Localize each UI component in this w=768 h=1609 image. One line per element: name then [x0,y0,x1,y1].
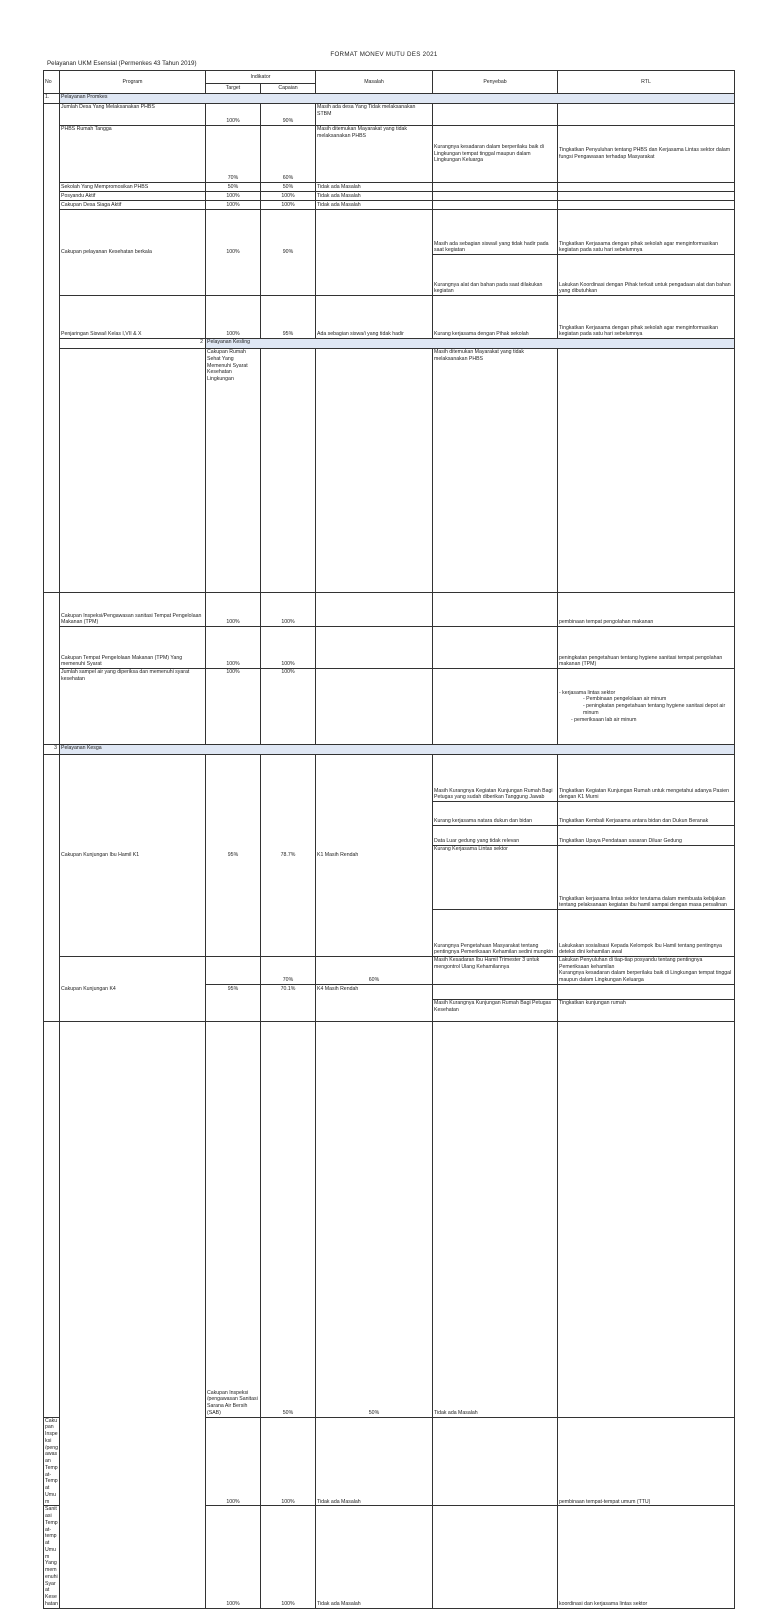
program-cell: Sekolah Yang Mempromosikan PHBS [60,183,206,192]
program-cell: Cakupan Kunjungan Ibu Hamil K1 [60,755,206,957]
program-cell: Jumlah sampel air yang diperiksa dan memenuhi syarat kesehatan [60,669,206,745]
penyebab-cell [558,984,735,1417]
penyebab-cell [433,1417,558,1506]
masalah-cell: Tidak ada Masalah [316,1417,433,1506]
rtl-cell [558,669,735,745]
masalah-cell: K4 Masih Rendah [316,957,433,1022]
masalah-cell: K1 Masih Rendah [316,755,433,957]
penyebab-cell: Kurangnya alat dan bahan pada saat dilakukan kegiatan [433,255,558,296]
penyebab-cell: Kurang kerjasama dengan Pihak sekolah [433,296,558,339]
masalah-cell: Masih ditemukan Mayarakat yang tidak melaksanakan PHBS [316,126,433,183]
header-masalah: Masalah [316,71,433,94]
masalah-cell: Masih ditemukan Mayarakat yang tidak melaksanakan PHBS [433,349,558,985]
capaian-cell: 95% [261,296,316,339]
program-cell: Cakupan Inspeksi /pengawasan Tempat-Tempat Umum [45,1417,58,1505]
target-cell: 100% [206,669,261,745]
table-row [44,296,735,339]
target-cell: 100% [206,201,261,210]
rtl-cell: Tingkatkan Kerjasama dengan pihak sekolah agar menginformasikan kegiatan pada satu hari sebelumnya [558,210,735,255]
header-no: No [44,71,60,94]
rtl-cell: Lakukakan sosialisasi Kepada Kelompok Ibu Hamil tentang pentingnya deteksi dini kehamilan awal [558,910,735,957]
masalah-cell [316,627,433,669]
program-cell: Cakupan Rumah Sehat Yang Memenuhi Syarat Kesehatan Lingkungan [206,349,261,985]
penyebab-cell: Masih Kurangnya Kegiatan Kunjungan Rumah Bagi Petugas yang sudah diberikan Tanggung Jawab [433,755,558,802]
target-cell: 50% [261,984,316,1417]
rtl-cell [558,104,735,126]
header-rtl: RTL [558,71,735,94]
target-cell: 100% [206,192,261,201]
section-row [44,339,735,349]
masalah-cell: Tidak ada Masalah [316,192,433,201]
rtl-cell: Tingkatkan Penyuluhan tentang PHBS dan Kerjasama Lintas sektor dalam fungsi Pengawasan terhadap Masyarakat [558,126,735,183]
section-number: 2 [60,339,206,349]
rtl-cell [558,201,735,210]
capaian-cell: 100% [261,192,316,201]
rtl-list-item: - peningkatan pengetahuan tentang hygiene sanitasi depot air minum [583,703,726,716]
rtl-cell: Tingkatkan Kegiatan Kunjungan Rumah untuk mengetahui adanya Pasien dengan K1 Murni [558,755,735,802]
penyebab-cell: Masih Kurangnya Kunjungan Rumah Bagi Petugas Kesehatan [433,1000,558,1022]
capaian-cell: 70.1% [261,957,316,1022]
header-capaian: Capaian [261,84,316,94]
table-row [44,957,735,1000]
rtl-cell: Tingkatkan kunjungan rumah [558,1000,735,1022]
penyebab-cell [433,1506,558,1608]
rtl-cell: Lakukan Koordinasi dengan Pihak terkait untuk pengadaan alat dan bahan yang dibutuhkan [558,255,735,296]
masalah-cell [316,669,433,745]
header-program: Program [60,71,206,94]
masalah-cell: Masih ada desa Yang Tidak melaksanakan STBM [316,104,433,126]
program-cell: Cakupan Inspeksi /pengawasan Sanitasi Sarana Air Bersih (SAB) [206,984,261,1417]
rtl-list-item: - pemeriksaan lab air minum [571,716,637,723]
penyebab-cell: Kurangnya kesadaran dalam berperilaku baik di Lingkungan tempat tinggal maupun dalam Lingkungan Keluarga [558,349,735,985]
program-cell: Sanitasi Tempat-tempat Umum Yang memenuhi Syarat Kesehatan [45,1506,58,1607]
penyebab-cell: Kurangnya Pengetahuan Masyarakat tentang pentingnya Pemeriksaan Kehamilan sedini mungkin [433,910,558,957]
penyebab-cell: Data Luar gedung yang tidak relevan [433,826,558,846]
target-cell: 100% [206,210,261,296]
target-cell: 100% [206,1417,261,1506]
capaian-cell: 50% [316,984,433,1417]
capaian-cell: 100% [261,669,316,745]
rtl-cell: Tingkatkan Kembali Kerjasama antara bidan dan Dukun Beranak [558,802,735,826]
penyebab-cell [433,104,558,126]
penyebab-cell [433,593,558,627]
capaian-cell: 90% [261,210,316,296]
program-cell: Posyandu Aktif [60,192,206,201]
table-row [44,201,735,210]
rtl-cell [558,192,735,201]
rtl-cell: Tingkatkan Upaya Pendataan sasaran Diluar Gedung [558,826,735,846]
target-cell: 100% [206,104,261,126]
program-cell: Cakupan Kunjungan K4 [60,957,206,1022]
section-label: Pelayanan Kesga [60,745,735,755]
rtl-cell: pembinaan tempat pengolahan makanan [558,593,735,627]
target-cell: 100% [206,627,261,669]
capaian-cell: 60% [261,126,316,183]
rtl-cell: koordinasi dan kerjasama lintas sektor [558,1506,735,1608]
program-cell: Penjaringan Siswa/i Kelas I,VII & X [60,296,206,339]
capaian-cell: 100% [261,201,316,210]
penyebab-cell: Kurang kerjasama natara dukun dan bidan [433,802,558,826]
penyebab-cell [433,192,558,201]
penyebab-cell [433,627,558,669]
rtl-list-item: - Pembinaan pengelolaan air minum [583,696,667,703]
monev-table-part-2 [43,592,735,1022]
masalah-cell [316,210,433,296]
target-cell: 100% [206,296,261,339]
section-row [44,745,735,755]
program-cell: Cakupan Desa Siaga Aktif [60,201,206,210]
capaian-cell: 90% [261,104,316,126]
rtl-cell [558,183,735,192]
masalah-cell: Tidak ada Masalah [433,984,558,1417]
table-row [44,192,735,201]
capaian-cell: 60% [316,349,433,985]
penyebab-cell: Kurangnya kesadaran dalam berperilaku baik di Lingkungan tempat tinggal maupun dalam Lingkungan Keluarga [433,126,558,183]
program-cell: PHBS Rumah Tangga [60,126,206,183]
penyebab-cell: Masih ada sebagian siswa/i yang tidak hadir pada saat kegiatan [433,210,558,255]
header-penyebab: Penyebab [433,71,558,94]
rtl-cell: peningkatan pengetahuan tentang hygiene sanitasi tempat pengolahan makanan (TPM) [558,627,735,669]
table-row [44,669,735,745]
penyebab-cell [433,201,558,210]
header-indikator: Indikator [206,71,316,84]
table-row [44,126,735,183]
rtl-cell: Lakukan Penyuluhan di tiap-tiap posyandu tentang pentingnya Pemeriksaan kehamilan [558,957,735,1000]
penyebab-cell [433,669,558,745]
row-number-cell [44,593,60,745]
masalah-cell: Tidak ada Masalah [316,1506,433,1608]
table-row [44,755,735,802]
document-subtitle: Pelayanan UKM Esensial (Permenkes 43 Tahun 2019) [47,60,197,67]
page-title: FORMAT MONEV MUTU DES 2021 [330,51,438,58]
capaian-cell: 100% [261,1417,316,1506]
section-number: 1. [44,94,60,104]
target-cell: 100% [206,1506,261,1608]
table-row [44,183,735,192]
target-cell: 100% [206,593,261,627]
program-cell: Cakupan Inspeksi/Pengawasan sanitasi Tempat Pengelolaan Makanan (TPM) [60,593,206,627]
masalah-cell: Ada sebagian siswa/i yang tidak hadir [316,296,433,339]
penyebab-cell: Kurang Kerjasama Lintas sektor [433,846,558,910]
target-cell: 50% [206,183,261,192]
rtl-cell: Tingkatkan kerjasama lintas sektor terutama dalam membuata kebijakan tentang pelaksanaan kegiatan ibu hamil sampai dengan masa persalinan [558,846,735,910]
capaian-cell: 100% [261,627,316,669]
section-label: Pelayanan Kesling [206,339,735,349]
capaian-cell: 100% [261,593,316,627]
penyebab-cell [433,183,558,192]
section-number: 3 [44,745,60,755]
target-cell: 95% [206,755,261,957]
program-cell: Jumlah Desa Yang Melaksanakan PHBS [60,104,206,126]
table-row [44,104,735,126]
program-cell: Cakupan Tempat Pengelolaan Makanan (TPM) Yang memenuhi Syarat [60,627,206,669]
target-cell: 70% [206,126,261,183]
penyebab-cell: Masih Kesadaran Ibu Hamil Trimester 3 untuk mengontrol Ulang Kehamilannya [433,957,558,1000]
target-cell: 95% [206,957,261,1022]
section-label: Pelayanan Promkes [60,94,735,104]
capaian-cell: 78.7% [261,755,316,957]
masalah-cell: Tidak ada Masalah [316,183,433,192]
program-cell: Cakupan pelayanan Kesehatan berkala [60,210,206,296]
table-row [44,210,735,255]
row-number-cell [44,755,60,1022]
table-header-row [44,71,735,84]
table-row [44,593,735,627]
target-cell: 70% [261,349,316,985]
header-target: Target [206,84,261,94]
rtl-list-item: - kerjasama lintas sektor [559,689,616,696]
masalah-cell [316,593,433,627]
capaian-cell: 50% [261,183,316,192]
section-row [44,94,735,104]
rtl-cell: Tingkatkan Kerjasama dengan pihak sekolah agar menginformasikan kegiatan pada satu hari sebelumnya [558,296,735,339]
masalah-cell: Tidak ada Masalah [316,201,433,210]
table-row [44,627,735,669]
rtl-cell: pembinaan tempat-tempat umum (TTU) [558,1417,735,1506]
capaian-cell: 100% [261,1506,316,1608]
